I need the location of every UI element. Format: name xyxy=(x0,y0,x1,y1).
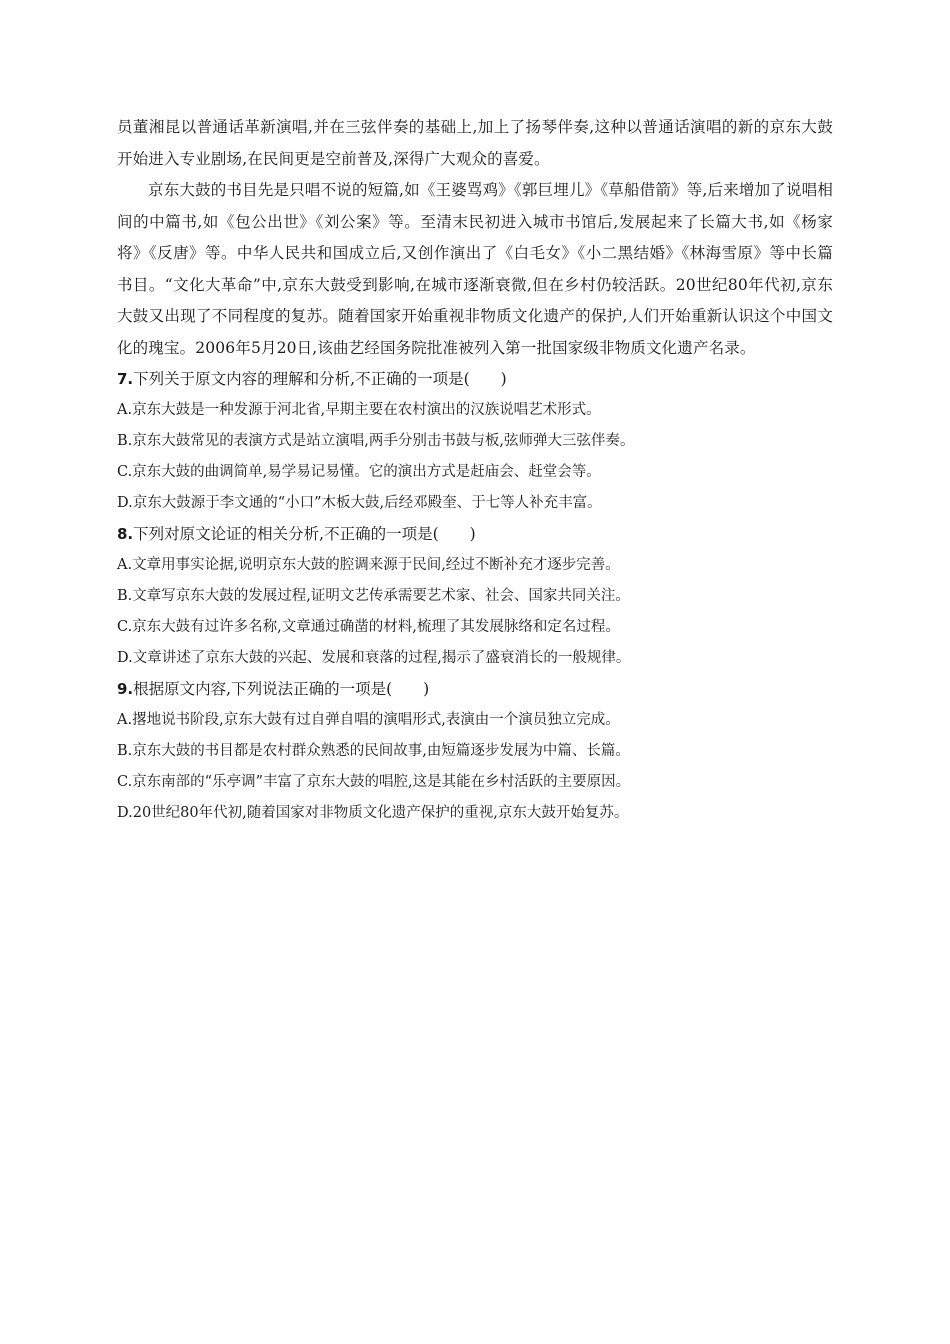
option-d: D.文章讲述了京东大鼓的兴起、发展和衰落的过程,揭示了盛衰消长的一般规律。 xyxy=(117,650,631,666)
question-text: 下列关于原文内容的理解和分析,不正确的一项是( ) xyxy=(133,370,507,388)
option-c: C.京东南部的“乐亭调”丰富了京东大鼓的唱腔,这是其能在乡村活跃的主要原因。 xyxy=(117,774,631,790)
option-c: C.京东大鼓的曲调简单,易学易记易懂。它的演出方式是赶庙会、赶堂会等。 xyxy=(117,464,601,480)
option-b: B.文章写京东大鼓的发展过程,证明文艺传承需要艺术家、社会、国家共同关注。 xyxy=(117,588,630,604)
option-a: A.文章用事实论据,说明京东大鼓的腔调来源于民间,经过不断补充才逐步完善。 xyxy=(117,557,620,573)
option-d: D.20世纪80年代初,随着国家对非物质文化遗产保护的重视,京东大鼓开始复苏。 xyxy=(117,805,629,821)
document-page xyxy=(117,112,833,829)
passage-paragraph-2: 京东大鼓的书目先是只唱不说的短篇,如《王婆骂鸡》《郭巨埋儿》《草船借箭》等,后来增加了说唱相间的中篇书,如《包公出世》《刘公案》等。至清末民初进入城市书馆后,发展起来了长篇大书,如《杨家将》《反唐》等。中华人民共和国成立后,又创作演出了《白毛女》《小二黑结婚》《林海雪原》等中长篇书目。“文化大革命”中,京东大鼓受到影响,在城市逐渐衰微,但在乡村仍较活跃。20世纪80年代初,京东大鼓又出现了不同程度的复苏。随着国家开始重视非物质文化遗产的保护,人们开始重新认识这个中国文化的瑰宝。2006年5月20日,该曲艺经国务院批准被列入第一批国家级非物质文化遗产名录。 xyxy=(117,181,833,357)
option-b: B.京东大鼓常见的表演方式是站立演唱,两手分别击书鼓与板,弦师弹大三弦伴奏。 xyxy=(117,433,635,449)
question-number: 9. xyxy=(117,680,134,698)
option-c: C.京东大鼓有过许多名称,文章通过确凿的材料,梳理了其发展脉络和定名过程。 xyxy=(117,619,620,635)
passage-paragraph-1: 员董湘昆以普通话革新演唱,并在三弦伴奏的基础上,加上了扬琴伴奏,这种以普通话演唱的新的京东大鼓开始进入专业剧场,在民间更是空前普及,深得广大观众的喜爱。 xyxy=(117,118,833,168)
question-stem xyxy=(117,519,833,550)
option-a: A.撂地说书阶段,京东大鼓有过自弹自唱的演唱形式,表演由一个演员独立完成。 xyxy=(117,712,620,728)
option-a: A.京东大鼓是一种发源于河北省,早期主要在农村演出的汉族说唱艺术形式。 xyxy=(117,402,601,418)
question-text: 根据原文内容,下列说法正确的一项是( ) xyxy=(133,680,430,698)
question-stem xyxy=(117,674,833,705)
question-text: 下列对原文论证的相关分析,不正确的一项是( ) xyxy=(133,525,476,543)
question-9 xyxy=(117,674,833,829)
question-number: 8. xyxy=(117,525,134,543)
question-7 xyxy=(117,364,833,519)
option-b: B.京东大鼓的书目都是农村群众熟悉的民间故事,由短篇逐步发展为中篇、长篇。 xyxy=(117,743,630,759)
option-d: D.京东大鼓源于李文通的“小口”木板大鼓,后经邓殿奎、于七等人补充丰富。 xyxy=(117,495,602,511)
question-number: 7. xyxy=(117,370,134,388)
question-8 xyxy=(117,519,833,674)
question-stem xyxy=(117,364,833,395)
